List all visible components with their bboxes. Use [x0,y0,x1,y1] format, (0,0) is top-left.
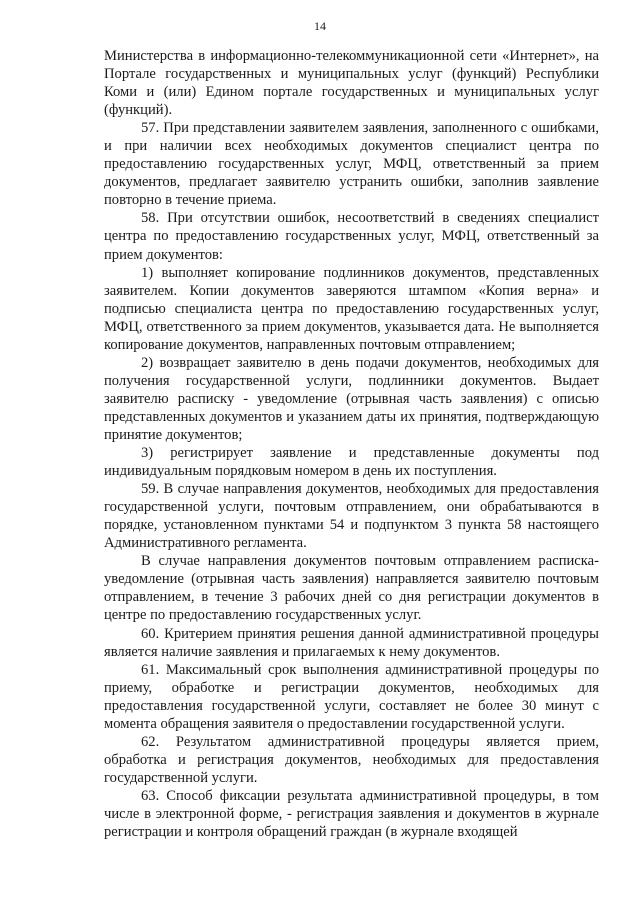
paragraph-57: 57. При представлении заявителем заявления, заполненного с ошибками, и при наличии всех необходимых документов специалист центра по предоставлению государственных услуг, МФЦ, ответственный за прием документов, предлагает заявителю устранить ошибки, заполнив заявление повторно в течение приема. [104,120,599,209]
paragraph-59-continuation: В случае направления документов почтовым отправлением расписка-уведомление (отрывная часть заявления) направляется заявителю почтовым отправлением, в течение 3 рабочих дней со дня регистрации документов в центре по предоставлению государственных услуг. [104,553,599,624]
paragraph-60: 60. Критерием принятия решения данной административной процедуры является наличие заявления и прилагаемых к нему документов. [104,625,599,660]
paragraph-63: 63. Способ фиксации результата административной процедуры, в том числе в электронной форме, - регистрация заявления и документов в журнале регистрации и контроля обращений граждан (в журнале входящей [104,787,599,841]
paragraph-61: 61. Максимальный срок выполнения административной процедуры по приему, обработке и регистрации документов, необходимых для предоставления государственной услуги, составляет не более 30 минут с момента обращения заявителя о предоставлении государственной услуги. [104,661,599,732]
paragraph-58-item-3: 3) регистрирует заявление и представленные документы под индивидуальным порядковым номером в день их поступления. [104,445,599,480]
paragraph-58: 58. При отсутствии ошибок, несоответствий в сведениях специалист центра по предоставлению государственных услуг, МФЦ, ответственный за прием документов: [104,210,599,263]
page-number: 14 [314,19,326,33]
paragraph-58-item-1: 1) выполняет копирование подлинников документов, представленных заявителем. Копии документов заверяются штампом «Копия верна» и подписью специалиста центра по предоставлению государственных услуг, МФЦ, ответственного за прием документов, указывается дата. Не выполняется копирование документов, направленных почтовым отправлением; [104,264,599,353]
document-body [104,47,599,841]
paragraph-59: 59. В случае направления документов, необходимых для предоставления государственной услуги, почтовым отправлением, они обрабатываются в порядке, установленном пунктами 54 и подпунктом 3 пункта 58 настоящего Административного регламента. [104,481,599,552]
paragraph-62: 62. Результатом административной процедуры является прием, обработка и регистрация документов, необходимых для предоставления государственной услуги. [104,733,599,786]
paragraph-58-item-2: 2) возвращает заявителю в день подачи документов, необходимых для получения государственной услуги, подлинники документов. Выдает заявителю расписку - уведомление (отрывная часть заявления) с описью представленных документов и указанием даты их принятия, подтверждающую принятие документов; [104,354,599,443]
paragraph-intro-continuation: Министерства в информационно-телекоммуникационной сети «Интернет», на Портале государственных и муниципальных услуг (функций) Республики Коми и (или) Едином портале государственных и муниципальных услуг (функций). [104,48,599,119]
